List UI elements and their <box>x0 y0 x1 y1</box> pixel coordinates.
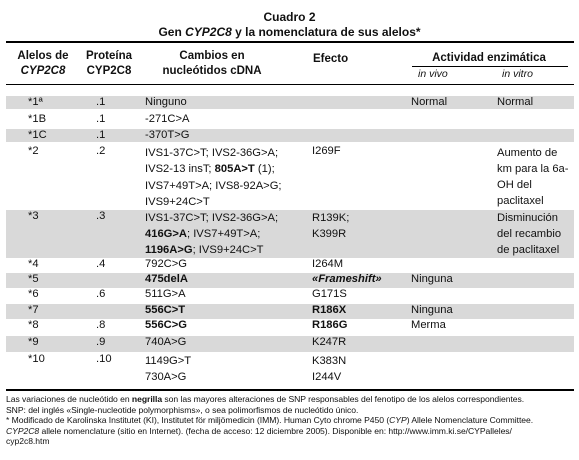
protein-cell: .9 <box>96 336 106 348</box>
activity-rule <box>412 66 568 67</box>
bottom-rule <box>6 389 574 391</box>
cdna-cell: 556C>G <box>145 319 187 331</box>
protein-cell: .1 <box>96 113 106 125</box>
effect-cell: «Frameshift» <box>312 273 382 285</box>
table-row <box>6 319 574 335</box>
allele-cell: *1C <box>28 129 47 141</box>
footnote-line: CYP2C8 allele nomenclature (sitio en Internet). (fecha de acceso: 12 diciembre 2005). Disponible en: http://www.imm.ki.se/CYPalleles/ <box>6 425 512 436</box>
effect-cell: K247R <box>312 336 347 348</box>
allele-cell: *9 <box>28 336 39 348</box>
effect-cell: I269F <box>312 145 341 157</box>
cdna-cell: IVS1-37C>T; IVS2-36G>A; 416G>A; IVS7+49T>A; 1196A>G; IVS9+24C>T <box>145 212 279 256</box>
allele-cell: *6 <box>28 288 39 300</box>
footnote-line: SNP: del inglés «Single-nucleotide polymorphisms», o sea polimorfismos de nucleótido único. <box>6 404 359 415</box>
protein-cell: .2 <box>96 145 106 157</box>
in-vivo-cell: Ninguna <box>411 273 453 285</box>
header-in-vitro: in vitro <box>502 68 533 80</box>
allele-cell: *5 <box>28 273 39 285</box>
table-row <box>6 145 574 211</box>
allele-cell: *8 <box>28 319 39 331</box>
table-footnotes <box>6 394 578 447</box>
effect-cell: R139K; K399R <box>312 212 350 240</box>
footnote-line: * Modificado de Karolinska Institutet (KI), Institutet för miljömedicin (IMM). Human Cyto chrome P450 (CYP) Allele Nomenclature Committee. <box>6 415 534 426</box>
cdna-cell: -271C>A <box>145 113 190 125</box>
footnote-line: cyp2c8.htm <box>6 436 50 447</box>
protein-cell: .10 <box>96 353 112 365</box>
table-row <box>6 96 574 109</box>
table-row <box>6 288 574 303</box>
table-row <box>6 304 574 319</box>
header-in-vivo: in vivo <box>418 68 448 80</box>
table-row <box>6 129 574 142</box>
protein-cell: .4 <box>96 258 106 270</box>
in-vivo-cell: Normal <box>411 96 448 108</box>
table-title: Gen CYP2C8 y la nomenclatura de sus alelos* <box>158 25 421 39</box>
in-vivo-cell: Ninguna <box>411 304 453 316</box>
in-vitro-cell: Normal <box>497 96 534 108</box>
protein-cell: .1 <box>96 129 106 141</box>
table-row <box>6 273 574 288</box>
table-row <box>6 258 574 272</box>
cdna-cell: IVS1-37C>T; IVS2-36G>A; IVS2-13 insT; 805A>T (1); IVS7+49T>A; IVS8-92A>G; IVS9+24C>T <box>145 147 282 208</box>
cdna-cell: 792C>G <box>145 258 187 270</box>
header-activity: Actividad enzimática <box>432 52 546 64</box>
header-protein: Proteína CYP2C8 <box>85 50 132 77</box>
allele-cell: *7 <box>28 304 39 316</box>
cdna-cell: Ninguno <box>145 96 187 108</box>
table-row <box>6 210 574 258</box>
cdna-cell: 1149G>T 730A>G <box>145 355 192 383</box>
protein-cell: .1 <box>96 96 106 108</box>
cdna-cell: 740A>G <box>145 336 187 348</box>
table-row <box>6 113 574 126</box>
effect-cell: I264M <box>312 258 344 270</box>
protein-cell: .8 <box>96 319 106 331</box>
cdna-cell: 475delA <box>145 273 188 285</box>
cdna-cell: -370T>G <box>145 129 190 141</box>
in-vivo-cell: Merma <box>411 319 446 331</box>
cdna-cell: 556C>T <box>145 304 186 316</box>
table-row <box>6 336 574 352</box>
protein-cell: .3 <box>96 210 106 222</box>
allele-cell: *4 <box>28 258 39 270</box>
footnote-line: Las variaciones de nucleótido en negrilla son las mayores alteraciones de SNP responsables del fenotipo de los alelos correspondientes. <box>6 394 525 404</box>
header-rule <box>6 84 574 85</box>
effect-cell: R186G <box>312 319 348 331</box>
in-vitro-cell: Disminución del recambio de paclitaxel <box>497 212 562 256</box>
cdna-cell: 511G>A <box>145 288 186 300</box>
effect-cell: R186X <box>312 304 347 316</box>
effect-cell: G171S <box>312 288 347 300</box>
top-rule <box>6 41 574 43</box>
allele-cell: *10 <box>28 353 45 365</box>
table-row <box>6 353 574 386</box>
allele-cell: *1ª <box>28 96 43 108</box>
allele-cell: *2 <box>28 145 39 157</box>
allele-cell: *3 <box>28 210 39 222</box>
table-number: Cuadro 2 <box>263 10 316 24</box>
header-cdna: Cambios en nucleótidos cDNA <box>162 50 262 77</box>
allele-cell: *1B <box>28 113 47 125</box>
header-alleles: Alelos de CYP2C8 <box>17 50 69 77</box>
effect-cell: K383N I244V <box>312 355 347 383</box>
header-effect: Efecto <box>313 53 349 65</box>
protein-cell: .6 <box>96 288 106 300</box>
in-vitro-cell: Aumento de km para la 6a-OH del paclitaxel <box>497 147 569 207</box>
